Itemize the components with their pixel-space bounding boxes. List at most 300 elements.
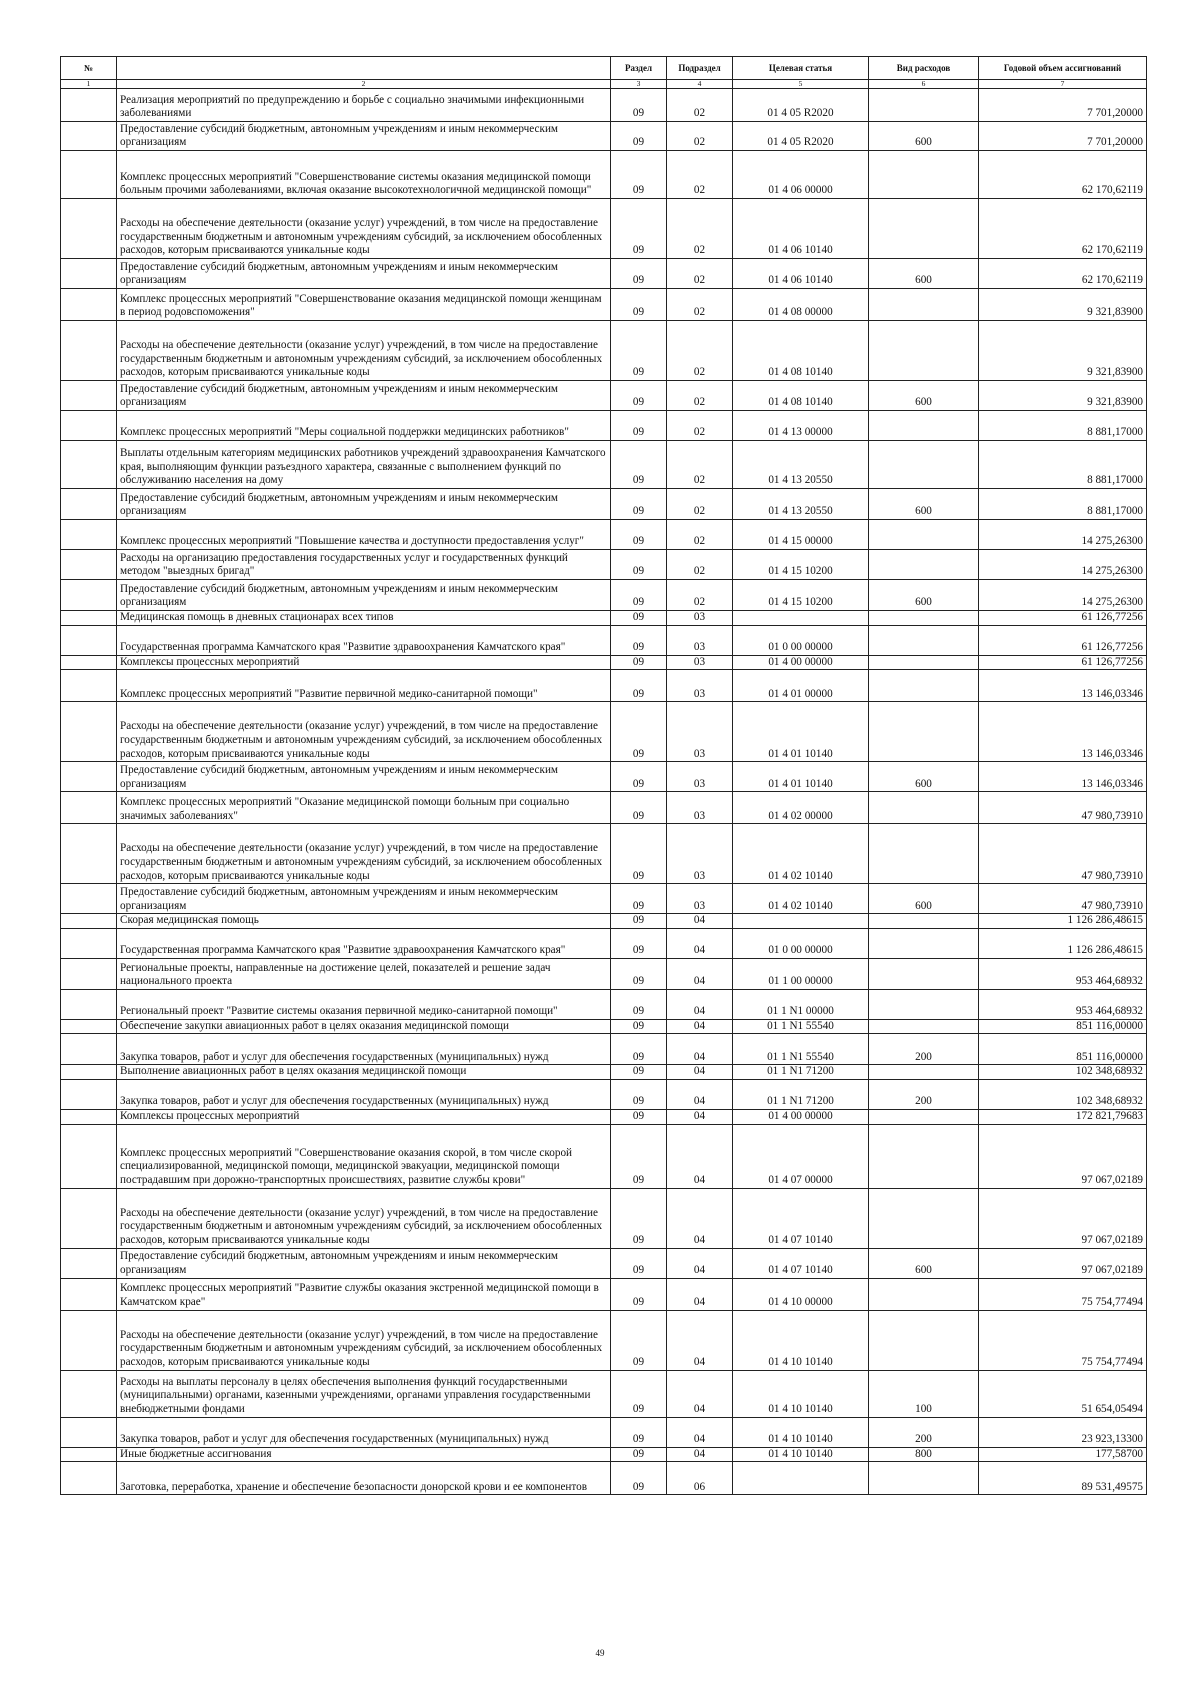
row-number-cell xyxy=(61,1079,117,1109)
table-body xyxy=(61,89,1147,1495)
row-amount: 47 980,73910 xyxy=(979,824,1147,884)
row-article: 01 4 15 10200 xyxy=(733,550,869,580)
row-amount: 61 126,77256 xyxy=(979,611,1147,626)
row-section: 09 xyxy=(611,1188,667,1248)
row-article: 01 4 02 10140 xyxy=(733,884,869,914)
row-expense-type xyxy=(869,625,979,655)
row-name: Расходы на обеспечение деятельности (оказание услуг) учреждений, в том числе на предоставление государственным бюджетным и автономным учреждениям субсидий, за исключением обособленных расходов, которым присваиваются уникальные коды xyxy=(117,199,611,259)
row-expense-type xyxy=(869,914,979,929)
row-section: 09 xyxy=(611,762,667,792)
row-number-cell xyxy=(61,122,117,151)
row-expense-type xyxy=(869,824,979,884)
row-expense-type xyxy=(869,1124,979,1188)
row-section: 09 xyxy=(611,702,667,762)
row-section: 09 xyxy=(611,625,667,655)
budget-table-container xyxy=(60,56,1147,1495)
row-amount: 172 821,79683 xyxy=(979,1109,1147,1124)
row-amount: 97 067,02189 xyxy=(979,1188,1147,1248)
row-number-cell xyxy=(61,1462,117,1495)
row-amount: 9 321,83900 xyxy=(979,289,1147,321)
row-section: 09 xyxy=(611,958,667,989)
row-name: Реализация мероприятий по предупреждению и борьбе с социально значимыми инфекционными заболеваниями xyxy=(117,89,611,122)
row-expense-type: 100 xyxy=(869,1370,979,1417)
row-section: 09 xyxy=(611,884,667,914)
page-number: 49 xyxy=(595,1648,605,1658)
row-article: 01 4 06 00000 xyxy=(733,151,869,199)
row-amount: 51 654,05494 xyxy=(979,1370,1147,1417)
row-name: Расходы на обеспечение деятельности (оказание услуг) учреждений, в том числе на предоставление государственным бюджетным и автономным учреждениям субсидий, за исключением обособленных расходов, которым присваиваются уникальные коды xyxy=(117,1188,611,1248)
row-article: 01 4 10 10140 xyxy=(733,1310,869,1370)
table-row xyxy=(61,321,1147,381)
table-row xyxy=(61,580,1147,611)
row-number-cell xyxy=(61,824,117,884)
row-number-cell xyxy=(61,1124,117,1188)
row-expense-type xyxy=(869,1019,979,1034)
row-article: 01 4 02 10140 xyxy=(733,824,869,884)
table-row xyxy=(61,702,1147,762)
row-expense-type xyxy=(869,1188,979,1248)
row-amount: 23 923,13300 xyxy=(979,1417,1147,1447)
row-section: 09 xyxy=(611,411,667,441)
row-subsection: 03 xyxy=(667,702,733,762)
header-name xyxy=(117,57,611,80)
row-amount: 62 170,62119 xyxy=(979,199,1147,259)
row-subsection: 04 xyxy=(667,1124,733,1188)
row-section: 09 xyxy=(611,151,667,199)
table-row xyxy=(61,655,1147,670)
table-row xyxy=(61,1019,1147,1034)
row-name: Комплекс процессных мероприятий "Совершенствование оказания скорой, в том числе скорой специализированной, медицинской помощи, медицинской эвакуации, медицинской помощи пострадавшим при дорожно-транспортных происшествиях, развитие службы крови" xyxy=(117,1124,611,1188)
row-number-cell xyxy=(61,1034,117,1065)
row-amount: 1 126 286,48615 xyxy=(979,914,1147,929)
row-article: 01 4 13 00000 xyxy=(733,411,869,441)
row-section: 09 xyxy=(611,1034,667,1065)
table-row xyxy=(61,289,1147,321)
row-name: Государственная программа Камчатского края "Развитие здравоохранения Камчатского края" xyxy=(117,625,611,655)
row-amount: 7 701,20000 xyxy=(979,122,1147,151)
row-name: Комплекс процессных мероприятий "Меры социальной поддержки медицинских работников" xyxy=(117,411,611,441)
row-number-cell xyxy=(61,550,117,580)
row-name: Предоставление субсидий бюджетным, автономным учреждениям и иным некоммерческим организациям xyxy=(117,762,611,792)
row-number-cell xyxy=(61,1248,117,1278)
row-name: Комплексы процессных мероприятий xyxy=(117,655,611,670)
table-row xyxy=(61,550,1147,580)
row-article: 01 4 10 10140 xyxy=(733,1417,869,1447)
row-expense-type xyxy=(869,792,979,824)
row-subsection: 02 xyxy=(667,259,733,289)
row-subsection: 02 xyxy=(667,550,733,580)
header-num: № xyxy=(61,57,117,80)
table-row xyxy=(61,441,1147,489)
row-section: 09 xyxy=(611,1417,667,1447)
row-section: 09 xyxy=(611,792,667,824)
row-subsection: 03 xyxy=(667,611,733,626)
row-amount: 8 881,17000 xyxy=(979,489,1147,520)
row-expense-type xyxy=(869,1278,979,1310)
row-amount: 9 321,83900 xyxy=(979,381,1147,411)
row-article: 01 1 N1 55540 xyxy=(733,1019,869,1034)
row-name: Предоставление субсидий бюджетным, автономным учреждениям и иным некоммерческим организациям xyxy=(117,381,611,411)
row-number-cell xyxy=(61,441,117,489)
row-name: Государственная программа Камчатского края "Развитие здравоохранения Камчатского края" xyxy=(117,928,611,958)
row-section: 09 xyxy=(611,289,667,321)
row-section: 09 xyxy=(611,441,667,489)
row-section: 09 xyxy=(611,1310,667,1370)
row-expense-type xyxy=(869,321,979,381)
row-name: Расходы на обеспечение деятельности (оказание услуг) учреждений, в том числе на предоставление государственным бюджетным и автономным учреждениям субсидий, за исключением обособленных расходов, которым присваиваются уникальные коды xyxy=(117,824,611,884)
table-row xyxy=(61,670,1147,702)
table-row xyxy=(61,1462,1147,1495)
row-amount: 13 146,03346 xyxy=(979,762,1147,792)
table-row xyxy=(61,1079,1147,1109)
row-name: Комплекс процессных мероприятий "Оказание медицинской помощи больным при социально значимых заболеваниях" xyxy=(117,792,611,824)
row-number-cell xyxy=(61,670,117,702)
row-subsection: 02 xyxy=(667,199,733,259)
row-subsection: 02 xyxy=(667,520,733,550)
row-article: 01 4 07 00000 xyxy=(733,1124,869,1188)
row-number-cell xyxy=(61,884,117,914)
row-name: Региональный проект "Развитие системы оказания первичной медико-санитарной помощи" xyxy=(117,989,611,1019)
row-number-cell xyxy=(61,989,117,1019)
row-amount: 102 348,68932 xyxy=(979,1065,1147,1080)
row-amount: 61 126,77256 xyxy=(979,655,1147,670)
row-subsection: 04 xyxy=(667,1447,733,1462)
row-amount: 7 701,20000 xyxy=(979,89,1147,122)
row-expense-type: 600 xyxy=(869,381,979,411)
header-expense-type: Вид расходов xyxy=(869,57,979,80)
row-section: 09 xyxy=(611,1278,667,1310)
row-number-cell xyxy=(61,1019,117,1034)
row-expense-type: 600 xyxy=(869,489,979,520)
row-name: Иные бюджетные ассигнования xyxy=(117,1447,611,1462)
row-article: 01 4 00 00000 xyxy=(733,655,869,670)
row-number-cell xyxy=(61,89,117,122)
row-name: Предоставление субсидий бюджетным, автономным учреждениям и иным некоммерческим организациям xyxy=(117,259,611,289)
row-number-cell xyxy=(61,928,117,958)
header-section: Раздел xyxy=(611,57,667,80)
row-section: 09 xyxy=(611,550,667,580)
row-expense-type xyxy=(869,550,979,580)
row-amount: 953 464,68932 xyxy=(979,958,1147,989)
row-section: 09 xyxy=(611,381,667,411)
row-section: 09 xyxy=(611,122,667,151)
row-name: Выплаты отдельным категориям медицинских работников учреждений здравоохранения Камчатского края, выполняющим функции разъездного характера, связанные с выполнением функций по обслуживанию населения на дому xyxy=(117,441,611,489)
table-row xyxy=(61,1370,1147,1417)
table-row xyxy=(61,411,1147,441)
row-name: Предоставление субсидий бюджетным, автономным учреждениям и иным некоммерческим организациям xyxy=(117,884,611,914)
row-name: Комплекс процессных мероприятий "Развитие службы оказания экстренной медицинской помощи в Камчатском крае" xyxy=(117,1278,611,1310)
row-section: 09 xyxy=(611,1370,667,1417)
row-article: 01 4 15 00000 xyxy=(733,520,869,550)
row-number-cell xyxy=(61,1447,117,1462)
row-amount: 953 464,68932 xyxy=(979,989,1147,1019)
header-article: Целевая статья xyxy=(733,57,869,80)
row-subsection: 02 xyxy=(667,151,733,199)
row-number-cell xyxy=(61,580,117,611)
row-expense-type: 200 xyxy=(869,1034,979,1065)
row-subsection: 04 xyxy=(667,958,733,989)
row-number-cell xyxy=(61,1065,117,1080)
row-amount: 75 754,77494 xyxy=(979,1310,1147,1370)
column-number: 6 xyxy=(869,80,979,89)
table-row xyxy=(61,884,1147,914)
row-article: 01 4 08 00000 xyxy=(733,289,869,321)
row-name: Медицинская помощь в дневных стационарах всех типов xyxy=(117,611,611,626)
column-number: 7 xyxy=(979,80,1147,89)
row-subsection: 04 xyxy=(667,1370,733,1417)
row-section: 09 xyxy=(611,520,667,550)
row-name: Региональные проекты, направленные на достижение целей, показателей и решение задач национального проекта xyxy=(117,958,611,989)
row-article: 01 1 00 00000 xyxy=(733,958,869,989)
row-amount: 61 126,77256 xyxy=(979,625,1147,655)
header-subsection: Подраздел xyxy=(667,57,733,80)
row-article: 01 4 10 10140 xyxy=(733,1370,869,1417)
row-section: 09 xyxy=(611,580,667,611)
row-number-cell xyxy=(61,289,117,321)
row-expense-type xyxy=(869,411,979,441)
row-subsection: 04 xyxy=(667,1417,733,1447)
column-number: 5 xyxy=(733,80,869,89)
table-row xyxy=(61,625,1147,655)
row-article: 01 4 08 10140 xyxy=(733,381,869,411)
row-article xyxy=(733,1462,869,1495)
row-section: 09 xyxy=(611,989,667,1019)
row-article: 01 4 13 20550 xyxy=(733,489,869,520)
table-row xyxy=(61,520,1147,550)
table-row xyxy=(61,928,1147,958)
row-section: 09 xyxy=(611,1065,667,1080)
row-article: 01 1 N1 00000 xyxy=(733,989,869,1019)
row-subsection: 02 xyxy=(667,381,733,411)
row-amount: 75 754,77494 xyxy=(979,1278,1147,1310)
row-article: 01 4 10 00000 xyxy=(733,1278,869,1310)
table-row xyxy=(61,259,1147,289)
row-expense-type xyxy=(869,520,979,550)
row-number-cell xyxy=(61,625,117,655)
row-number-cell xyxy=(61,958,117,989)
row-amount: 47 980,73910 xyxy=(979,884,1147,914)
row-expense-type xyxy=(869,928,979,958)
row-amount: 14 275,26300 xyxy=(979,520,1147,550)
row-article: 01 4 07 10140 xyxy=(733,1188,869,1248)
row-subsection: 03 xyxy=(667,884,733,914)
row-name: Комплексы процессных мероприятий xyxy=(117,1109,611,1124)
row-article: 01 4 01 10140 xyxy=(733,702,869,762)
row-name: Расходы на обеспечение деятельности (оказание услуг) учреждений, в том числе на предоставление государственным бюджетным и автономным учреждениям субсидий, за исключением обособленных расходов, которым присваиваются уникальные коды xyxy=(117,1310,611,1370)
table-row xyxy=(61,1248,1147,1278)
row-number-cell xyxy=(61,151,117,199)
row-expense-type: 600 xyxy=(869,259,979,289)
row-subsection: 02 xyxy=(667,89,733,122)
table-row xyxy=(61,151,1147,199)
row-amount: 14 275,26300 xyxy=(979,580,1147,611)
row-number-cell xyxy=(61,1278,117,1310)
row-amount: 851 116,00000 xyxy=(979,1019,1147,1034)
row-subsection: 03 xyxy=(667,762,733,792)
column-number: 3 xyxy=(611,80,667,89)
row-expense-type xyxy=(869,151,979,199)
row-subsection: 03 xyxy=(667,655,733,670)
row-number-cell xyxy=(61,1310,117,1370)
table-row xyxy=(61,958,1147,989)
row-subsection: 04 xyxy=(667,1188,733,1248)
row-expense-type xyxy=(869,1310,979,1370)
row-section: 09 xyxy=(611,655,667,670)
row-expense-type: 200 xyxy=(869,1079,979,1109)
row-subsection: 03 xyxy=(667,824,733,884)
row-article: 01 0 00 00000 xyxy=(733,625,869,655)
row-amount: 102 348,68932 xyxy=(979,1079,1147,1109)
row-article: 01 4 00 00000 xyxy=(733,1109,869,1124)
row-name: Предоставление субсидий бюджетным, автономным учреждениям и иным некоммерческим организациям xyxy=(117,122,611,151)
row-subsection: 04 xyxy=(667,928,733,958)
row-section: 09 xyxy=(611,1019,667,1034)
row-amount: 8 881,17000 xyxy=(979,441,1147,489)
row-subsection: 02 xyxy=(667,441,733,489)
row-amount: 89 531,49575 xyxy=(979,1462,1147,1495)
row-section: 09 xyxy=(611,824,667,884)
table-row xyxy=(61,1034,1147,1065)
row-article: 01 4 01 00000 xyxy=(733,670,869,702)
row-amount: 177,58700 xyxy=(979,1447,1147,1462)
table-row xyxy=(61,1109,1147,1124)
budget-table xyxy=(60,56,1147,1495)
row-article: 01 4 07 10140 xyxy=(733,1248,869,1278)
row-name: Закупка товаров, работ и услуг для обеспечения государственных (муниципальных) нужд xyxy=(117,1079,611,1109)
row-number-cell xyxy=(61,1109,117,1124)
row-section: 09 xyxy=(611,259,667,289)
row-name: Заготовка, переработка, хранение и обеспечение безопасности донорской крови и ее компонентов xyxy=(117,1462,611,1495)
row-name: Скорая медицинская помощь xyxy=(117,914,611,929)
row-article: 01 1 N1 71200 xyxy=(733,1065,869,1080)
row-expense-type: 600 xyxy=(869,580,979,611)
row-subsection: 04 xyxy=(667,1109,733,1124)
row-expense-type: 600 xyxy=(869,1248,979,1278)
table-row xyxy=(61,792,1147,824)
row-section: 09 xyxy=(611,199,667,259)
row-name: Комплекс процессных мероприятий "Совершенствование оказания медицинской помощи женщинам в период родовспоможения" xyxy=(117,289,611,321)
row-section: 09 xyxy=(611,89,667,122)
row-number-cell xyxy=(61,489,117,520)
row-expense-type xyxy=(869,655,979,670)
row-article: 01 4 05 R2020 xyxy=(733,122,869,151)
row-section: 09 xyxy=(611,1447,667,1462)
table-header-row xyxy=(61,57,1147,80)
row-article: 01 4 02 00000 xyxy=(733,792,869,824)
row-expense-type: 600 xyxy=(869,762,979,792)
column-number-row xyxy=(61,80,1147,89)
row-article xyxy=(733,611,869,626)
table-row xyxy=(61,914,1147,929)
row-name: Расходы на организацию предоставления государственных услуг и государственных функций методом "выездных бригад" xyxy=(117,550,611,580)
row-section: 09 xyxy=(611,928,667,958)
row-expense-type: 600 xyxy=(869,122,979,151)
row-expense-type xyxy=(869,958,979,989)
row-section: 09 xyxy=(611,611,667,626)
row-number-cell xyxy=(61,655,117,670)
row-name: Расходы на обеспечение деятельности (оказание услуг) учреждений, в том числе на предоставление государственным бюджетным и автономным учреждениям субсидий, за исключением обособленных расходов, которым присваиваются уникальные коды xyxy=(117,321,611,381)
row-amount: 851 116,00000 xyxy=(979,1034,1147,1065)
row-name: Предоставление субсидий бюджетным, автономным учреждениям и иным некоммерческим организациям xyxy=(117,489,611,520)
row-name: Предоставление субсидий бюджетным, автономным учреждениям и иным некоммерческим организациям xyxy=(117,580,611,611)
row-expense-type: 800 xyxy=(869,1447,979,1462)
row-number-cell xyxy=(61,792,117,824)
row-section: 09 xyxy=(611,914,667,929)
row-name: Закупка товаров, работ и услуг для обеспечения государственных (муниципальных) нужд xyxy=(117,1034,611,1065)
row-article: 01 4 06 10140 xyxy=(733,199,869,259)
row-expense-type xyxy=(869,670,979,702)
header-amount: Годовой объем ассигнований xyxy=(979,57,1147,80)
row-subsection: 04 xyxy=(667,1019,733,1034)
row-subsection: 06 xyxy=(667,1462,733,1495)
row-number-cell xyxy=(61,381,117,411)
table-row xyxy=(61,1188,1147,1248)
row-article: 01 4 08 10140 xyxy=(733,321,869,381)
row-subsection: 04 xyxy=(667,914,733,929)
row-expense-type xyxy=(869,1462,979,1495)
table-row xyxy=(61,1278,1147,1310)
table-row xyxy=(61,1065,1147,1080)
row-name: Закупка товаров, работ и услуг для обеспечения государственных (муниципальных) нужд xyxy=(117,1417,611,1447)
row-amount: 13 146,03346 xyxy=(979,702,1147,762)
row-expense-type xyxy=(869,441,979,489)
row-section: 09 xyxy=(611,1109,667,1124)
row-subsection: 03 xyxy=(667,792,733,824)
row-amount: 62 170,62119 xyxy=(979,259,1147,289)
table-row xyxy=(61,489,1147,520)
table-row xyxy=(61,762,1147,792)
row-name: Обеспечение закупки авиационных работ в целях оказания медицинской помощи xyxy=(117,1019,611,1034)
row-amount: 97 067,02189 xyxy=(979,1248,1147,1278)
row-number-cell xyxy=(61,1188,117,1248)
row-article: 01 4 13 20550 xyxy=(733,441,869,489)
row-subsection: 04 xyxy=(667,1065,733,1080)
table-row xyxy=(61,1124,1147,1188)
table-row xyxy=(61,989,1147,1019)
row-expense-type xyxy=(869,1109,979,1124)
row-article xyxy=(733,914,869,929)
row-article: 01 0 00 00000 xyxy=(733,928,869,958)
row-article: 01 4 10 10140 xyxy=(733,1447,869,1462)
row-name: Расходы на обеспечение деятельности (оказание услуг) учреждений, в том числе на предоставление государственным бюджетным и автономным учреждениям субсидий, за исключением обособленных расходов, которым присваиваются уникальные коды xyxy=(117,702,611,762)
row-section: 09 xyxy=(611,1124,667,1188)
row-subsection: 02 xyxy=(667,122,733,151)
row-number-cell xyxy=(61,1370,117,1417)
row-number-cell xyxy=(61,1417,117,1447)
row-amount: 62 170,62119 xyxy=(979,151,1147,199)
row-amount: 47 980,73910 xyxy=(979,792,1147,824)
row-expense-type xyxy=(869,611,979,626)
row-expense-type xyxy=(869,702,979,762)
row-section: 09 xyxy=(611,1462,667,1495)
row-section: 09 xyxy=(611,670,667,702)
row-number-cell xyxy=(61,762,117,792)
row-article: 01 4 06 10140 xyxy=(733,259,869,289)
row-subsection: 02 xyxy=(667,489,733,520)
table-row xyxy=(61,1447,1147,1462)
row-number-cell xyxy=(61,259,117,289)
row-amount: 14 275,26300 xyxy=(979,550,1147,580)
row-amount: 1 126 286,48615 xyxy=(979,928,1147,958)
table-row xyxy=(61,1417,1147,1447)
row-subsection: 04 xyxy=(667,1248,733,1278)
row-number-cell xyxy=(61,199,117,259)
table-row xyxy=(61,381,1147,411)
row-number-cell xyxy=(61,702,117,762)
row-subsection: 04 xyxy=(667,1310,733,1370)
table-row xyxy=(61,89,1147,122)
table-row xyxy=(61,611,1147,626)
